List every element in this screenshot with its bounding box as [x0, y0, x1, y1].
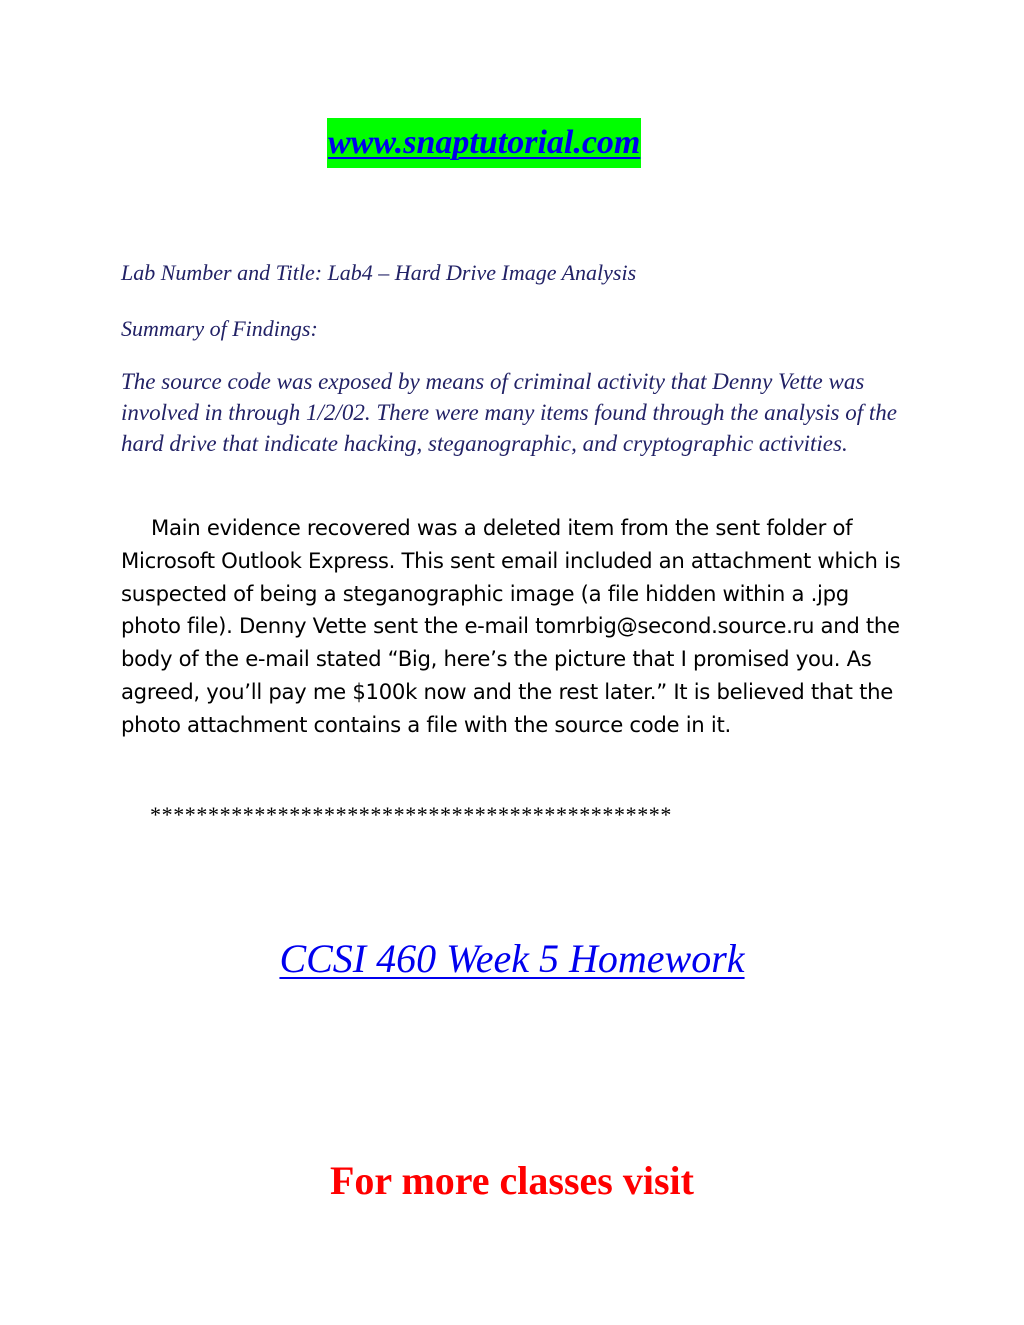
course-link-container — [0, 933, 1024, 985]
asterisk-separator: ********************************************* — [150, 802, 672, 827]
summary-heading: Summary of Findings: — [121, 316, 318, 341]
evidence-paragraph: Main evidence recovered was a deleted item from the sent folder of Microsoft Outlook Express. This sent email included an attachment which is suspected of being a steganographic image (a file hidden within a .jpg photo file). Denny Vette sent the e-mail tomrbig@second.source.ru and the body of the e-mail stated “Big, here’s the picture that I promised you. As agreed, you’ll pay me $100k now and the rest later.” It is believed that the photo attachment contains a file with the source code in it. — [121, 515, 901, 737]
lab-title: Lab Number and Title: Lab4 – Hard Drive Image Analysis — [121, 260, 637, 285]
course-link[interactable]: CCSI 460 Week 5 Homework — [279, 936, 745, 981]
site-link[interactable]: www.snaptutorial.com — [327, 118, 641, 168]
summary-paragraph: The source code was exposed by means of criminal activity that Denny Vette was involved in through 1/2/02. There were many items found through the analysis of the hard drive that indicate hacking, steganographic, and cryptographic activities. — [121, 369, 897, 456]
more-classes-heading: For more classes visit — [329, 1158, 694, 1203]
